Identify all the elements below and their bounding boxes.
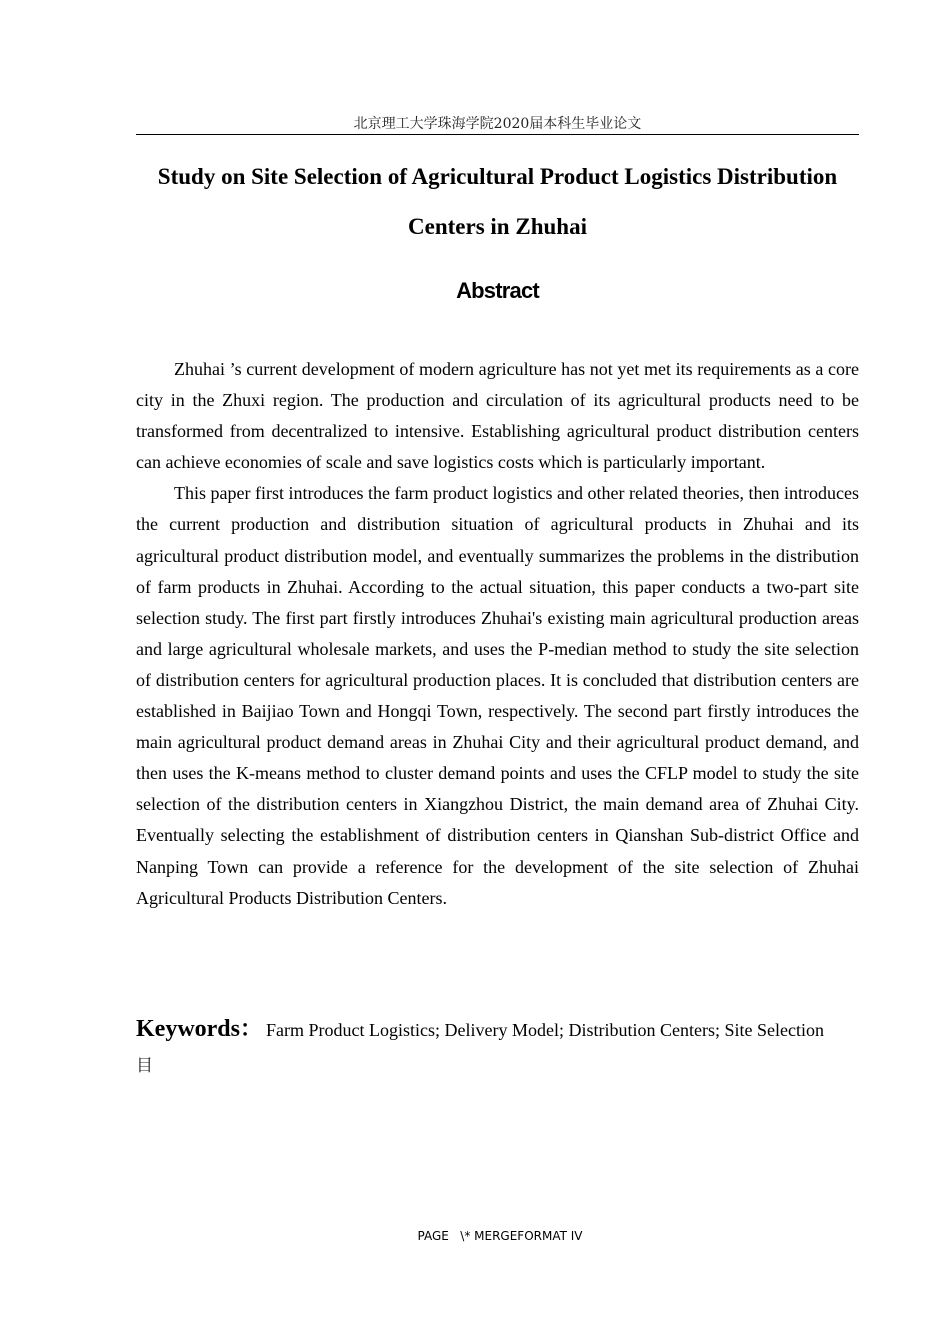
keywords-value: Farm Product Logistics; Delivery Model; Distribution Centers; Site Selection: [266, 1020, 824, 1040]
keywords-line: [136, 1012, 859, 1047]
abstract-body: [136, 354, 859, 914]
paper-title: Study on Site Selection of Agricultural Product Logistics Distribution Centers in Zhuhai: [157, 164, 838, 239]
running-header: 北京理工大学珠海学院2020届本科生毕业论文: [136, 115, 859, 135]
abstract-paragraph-2: This paper first introduces the farm product logistics and other related theories, then introduces the current production and distribution situation of agricultural products in Zhuhai and its agricultural product distribution model, and eventually summarizes the problems in the distribution of farm products in Zhuhai. According to the actual situation, this paper conducts a two-part site selection study. The first part firstly introduces Zhuhai's existing main agricultural production areas and large agricultural wholesale markets, and uses the P-median method to study the site selection of distribution centers for agricultural production places. It is concluded that distribution centers are established in Baijiao Town and Hongqi Town, respectively. The second part firstly introduces the main agricultural product demand areas in Zhuhai City and their agricultural product demand, and then uses the K-means method to cluster demand points and uses the CFLP model to study the site selection of the distribution centers in Xiangzhou District, the main demand area of Zhuhai City. Eventually selecting the establishment of distribution centers in Qianshan Sub-district Office and Nanping Town can provide a reference for the development of the site selection of Zhuhai Agricultural Products Distribution Centers.: [136, 483, 859, 908]
stray-character: 目: [136, 1056, 153, 1076]
abstract-heading: Abstract: [456, 278, 539, 303]
page-number-field: PAGE \* MERGEFORMAT IV: [417, 1229, 583, 1243]
abstract-paragraph-1: Zhuhai ’s current development of modern agriculture has not yet met its requirements as a core city in the Zhuxi region. The production and circulation of its agricultural products need to be transformed from decentralized to intensive. Establishing agricultural product distribution centers can achieve economies of scale and save logistics costs which is particularly important.: [136, 359, 859, 473]
keywords-label: Keywords: [136, 1016, 240, 1042]
keywords-colon: ：: [240, 1017, 263, 1042]
